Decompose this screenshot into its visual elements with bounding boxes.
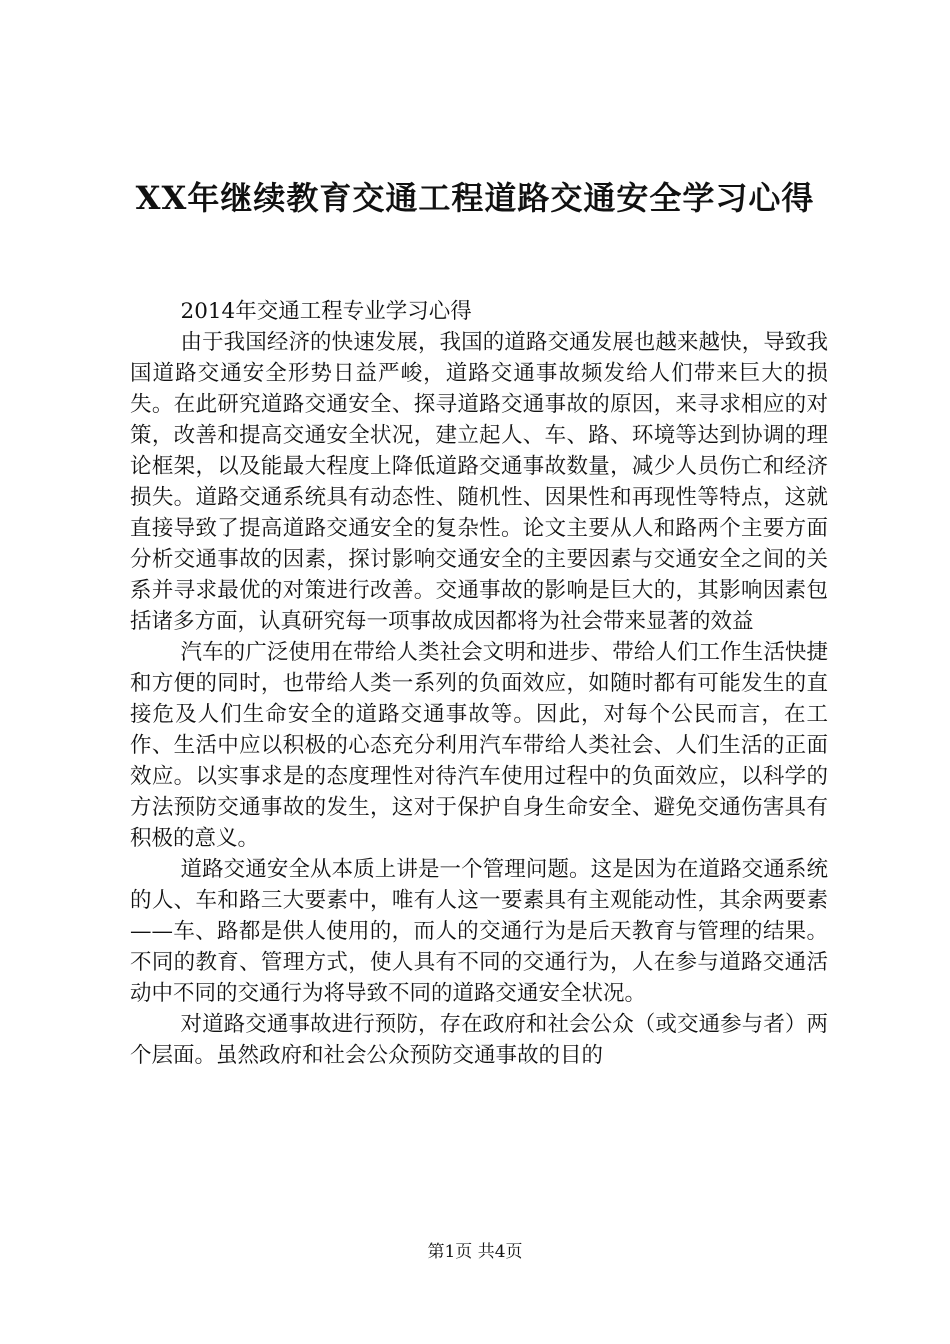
paragraph: 由于我国经济的快速发展，我国的道路交通发展也越来越快，导致我国道路交通安全形势日益严峻，道路交通事故频发给人们带来巨大的损失。在此研究道路交通安全、探寻道路交通事故的原因，来寻求相应的对策，改善和提高交通安全状况，建立起人、车、路、环境等达到协调的理论框架，以及能最大程度上降低道路交通事故数量，减少人员伤亡和经济损失。道路交通系统具有动态性、随机性、因果性和再现性等特点，这就直接导致了提高道路交通安全的复杂性。论文主要从人和路两个主要方面分析交通事故的因素，探讨影响交通安全的主要因素与交通安全之间的关系并寻求最优的对策进行改善。交通事故的影响是巨大的，其影响因素包括诸多方面，认真研究每一项事故成因都将为社会带来显著的效益 [130, 330, 828, 634]
page-number-footer: 第1页 共4页 [427, 1242, 523, 1262]
document-title: XX年继续教育交通工程道路交通安全学习心得 [135, 179, 815, 217]
document-body [130, 296, 828, 1071]
paragraph: 对道路交通事故进行预防，存在政府和社会公众（或交通参与者）两个层面。虽然政府和社会公众预防交通事故的目的 [130, 1012, 828, 1068]
paragraph: 汽车的广泛使用在带给人类社会文明和进步、带给人们工作生活快捷和方便的同时，也带给人类一系列的负面效应，如随时都有可能发生的直接危及人们生命安全的道路交通事故等。因此，对每个公民而言，在工作、生活中应以积极的心态充分利用汽车带给人类社会、人们生活的正面效应。以实事求是的态度理性对待汽车使用过程中的负面效应，以科学的方法预防交通事故的发生，这对于保护自身生命安全、避免交通伤害具有积极的意义。 [130, 640, 828, 851]
paragraph: 道路交通安全从本质上讲是一个管理问题。这是因为在道路交通系统的人、车和路三大要素中，唯有人这一要素具有主观能动性，其余两要素——车、路都是供人使用的，而人的交通行为是后天教育与管理的结果。不同的教育、管理方式，使人具有不同的交通行为，人在参与道路交通活动中不同的交通行为将导致不同的道路交通安全状况。 [130, 857, 828, 1006]
document-subtitle: 2014年交通工程专业学习心得 [180, 299, 472, 324]
